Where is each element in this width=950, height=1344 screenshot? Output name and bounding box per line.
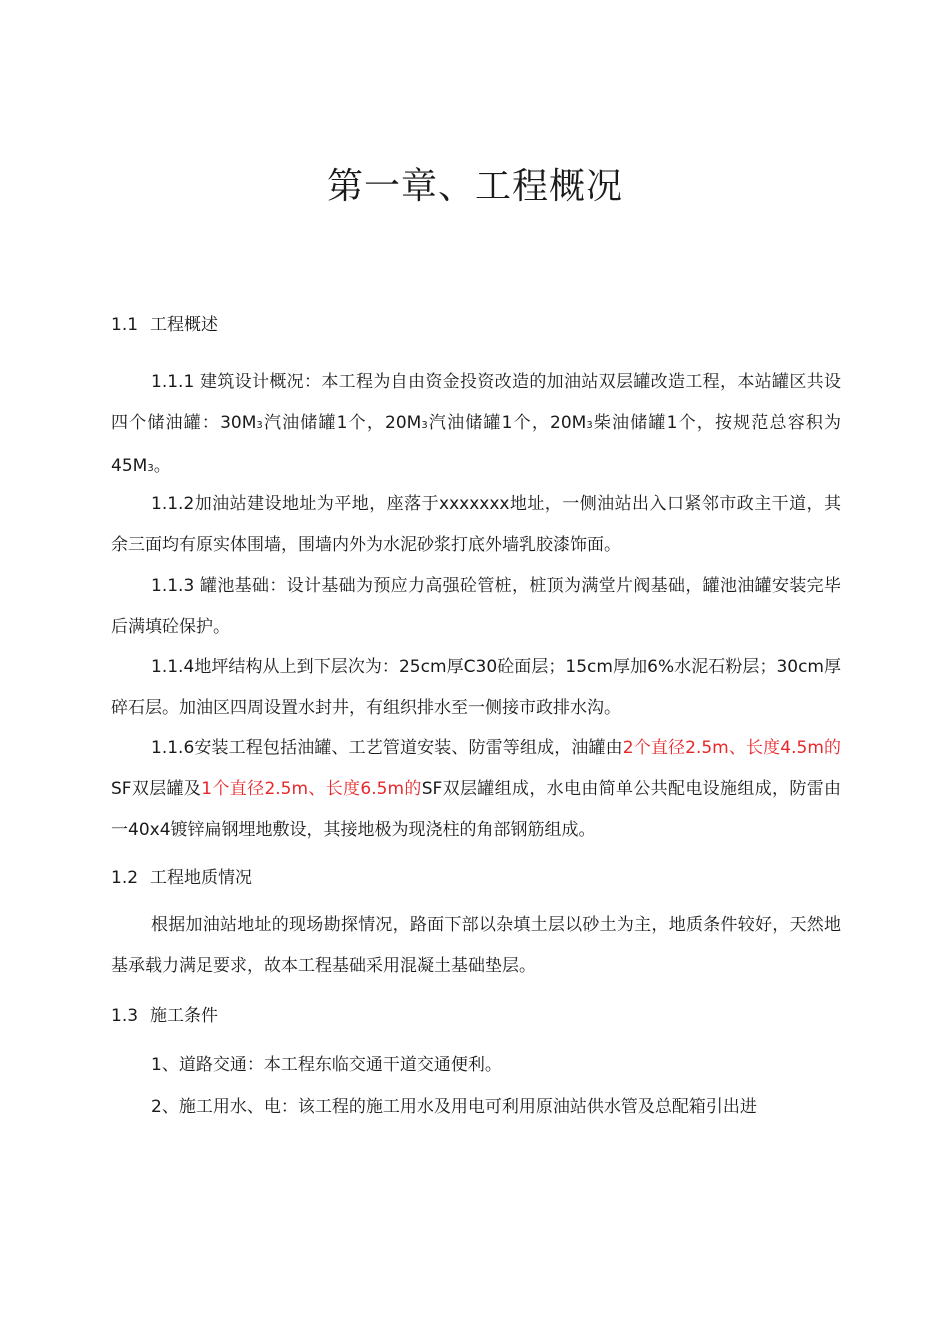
text: 、长度 <box>728 738 781 758</box>
value: 45M <box>111 456 148 476</box>
text: 镀锌扁钢埋地敷设，其接地极为现浇柱的角部钢筋组成。 <box>170 820 596 840</box>
value: 1 <box>666 413 678 433</box>
text: 的 <box>404 779 422 799</box>
text: 砼面层； <box>497 657 566 677</box>
paragraph-number: 1.1.3 <box>151 576 195 596</box>
section-number: 1.2 <box>111 868 139 888</box>
section-title: 施工条件 <box>150 1006 219 1026</box>
text: 个直径 <box>212 779 265 799</box>
text: 汽油储罐 <box>262 413 337 433</box>
value: 40x4 <box>128 820 171 840</box>
text: 。 <box>153 456 171 476</box>
value: 20M <box>550 413 587 433</box>
paragraph-number: 1.1.6 <box>151 738 195 758</box>
highlight-red <box>201 779 421 799</box>
section-heading-1-2 <box>111 865 252 891</box>
text: 厚碎石层。加油区四周设置水封井，有组织排水至一侧接市政排水沟。 <box>111 657 842 718</box>
chapter-title: 第一章、工程概况 <box>326 166 623 207</box>
list-item <box>151 1052 502 1078</box>
text: 个直径 <box>633 738 686 758</box>
superscript: 3 <box>421 420 428 431</box>
value: 1 <box>336 413 348 433</box>
list-item <box>151 1094 757 1120</box>
item-text: 、施工用水、电：该工程的施工用水及用电可利用原油站供水管及总配箱引出进 <box>161 1097 757 1117</box>
text: 罐池基础：设计基础为预应力高强砼管桩，桩顶为满堂片阀基础，罐池油罐安装完毕后满填砼保护。 <box>111 576 842 637</box>
text: 汽油储罐 <box>427 413 502 433</box>
value: 1 <box>201 779 213 799</box>
text: 建筑设计概况：本工程为自由资金投资改造的加油站双层罐改造工程，本站罐区共设四个储油罐： <box>111 372 842 433</box>
superscript: 3 <box>586 420 593 431</box>
section-number: 1.3 <box>111 1006 139 1026</box>
value: 1 <box>501 413 513 433</box>
value: C30 <box>463 657 498 677</box>
item-number: 1 <box>151 1055 162 1075</box>
superscript: 3 <box>147 463 154 474</box>
paragraph-1-1-4 <box>111 647 841 729</box>
paragraph-number: 1.1.2 <box>151 494 195 514</box>
text: 个， <box>347 413 386 433</box>
text: 水泥石粉层； <box>674 657 777 677</box>
value: 15cm <box>565 657 613 677</box>
value: 20M <box>385 413 422 433</box>
text: 安装工程包括油罐、工艺管道安装、防雷等组成，油罐由 <box>194 738 623 758</box>
value: 2 <box>622 738 634 758</box>
section-heading-1-1 <box>111 312 218 338</box>
section-heading-1-3 <box>111 1003 218 1029</box>
paragraph-number: 1.1.4 <box>151 657 195 677</box>
value: 30cm <box>776 657 824 677</box>
text: 厚加 <box>612 657 648 677</box>
value: SF <box>111 779 132 799</box>
value: 30M <box>220 413 257 433</box>
section-title: 工程地质情况 <box>150 868 253 888</box>
paragraph-1-2: 根据加油站地址的现场勘探情况，路面下部以杂填土层以砂土为主，地质条件较好，天然地基承载力满足要求，故本工程基础采用混凝土基础垫层。 <box>111 915 841 976</box>
value: 6.5m <box>360 779 405 799</box>
highlight-red <box>623 738 841 758</box>
superscript: 3 <box>256 420 263 431</box>
section-number: 1.1 <box>111 315 139 335</box>
value: 2.5m <box>685 738 729 758</box>
item-text: 、道路交通：本工程东临交通干道交通便利。 <box>161 1055 502 1075</box>
text: 厚 <box>446 657 464 677</box>
value: 6% <box>647 657 675 677</box>
value: 25cm <box>398 657 447 677</box>
text: 地址，一侧油站出入口紧邻市政主干道，其余三面均有原实体围墙，围墙内外为水泥砂浆打底外墙乳胶漆饰面。 <box>111 494 842 555</box>
paragraph-1-1-3 <box>111 566 841 648</box>
text: 个， <box>512 413 551 433</box>
value: 2.5m <box>264 779 309 799</box>
text: 的 <box>823 738 842 758</box>
text: 个，按规范总容积为 <box>677 413 842 433</box>
paragraph-1-1-6 <box>111 728 841 851</box>
paragraph-number: 1.1.1 <box>151 372 195 392</box>
value: SF <box>421 779 443 799</box>
address-value: xxxxxxx <box>439 494 510 514</box>
text: 地坪结构从上到下层次为： <box>194 657 399 677</box>
text: 双层罐组成，水电由简单公共配电设施组成，防雷由一 <box>111 779 842 840</box>
section-title: 工程概述 <box>150 315 219 335</box>
text: 加油站建设地址为平地，座落于 <box>194 494 440 514</box>
item-number: 2 <box>151 1097 162 1117</box>
paragraph-1-1-1 <box>111 362 841 489</box>
text: 双层罐及 <box>131 779 202 799</box>
paragraph-1-1-2 <box>111 484 841 566</box>
text: 柴油储罐 <box>592 413 667 433</box>
value: 4.5m <box>780 738 824 758</box>
text: 、长度 <box>308 779 361 799</box>
